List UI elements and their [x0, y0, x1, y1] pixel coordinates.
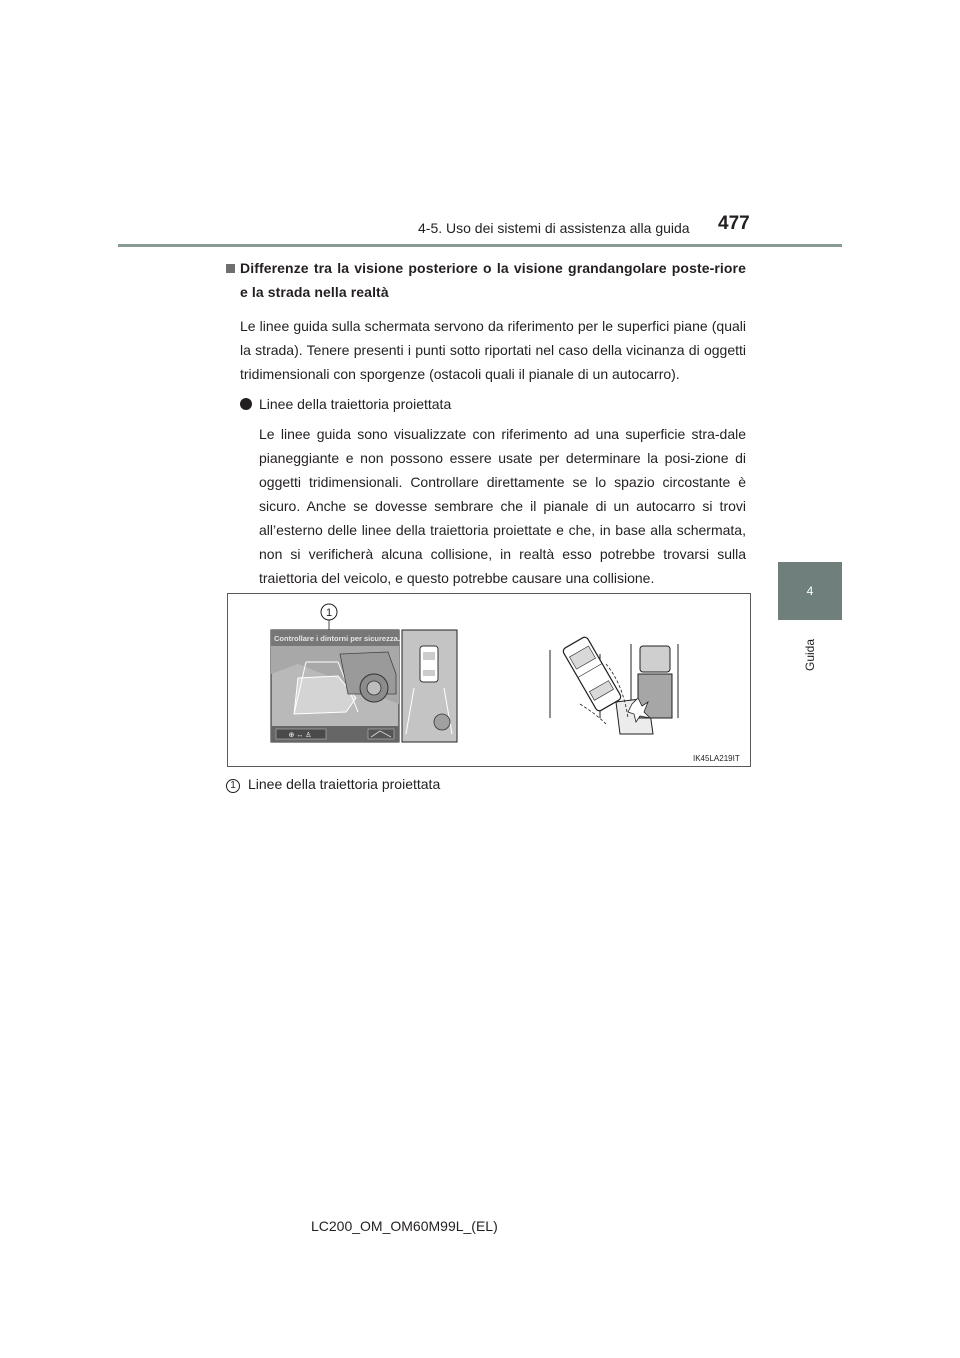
bullet-paragraph: Le linee guida sono visualizzate con riferimento ad una superficie stra-dale pianeggiante e non possono essere usate per determinare la posi-zione di oggetti tridimensionali. Controllare direttamente se lo spazio circostante è sicuro. Anche se dovesse sembrare che il pianale di un autocarro si trovi all’esterno delle linee della traiettoria proiettate e che, in base alla schermata, non si verificherà alcuna collisione, in realtà esso potrebbe trovarsi sulla traiettoria del veicolo, e questo potrebbe causare una collisione. — [259, 426, 746, 586]
manual-code: LC200_OM_OM60M99L_(EL) — [311, 1218, 498, 1234]
section-heading-text: Differenze tra la visione posteriore o la visione grandangolare poste-riore e la strada nella realtà — [240, 260, 746, 300]
chapter-tab: 4 — [778, 562, 842, 620]
main-content — [226, 256, 746, 590]
camera-screen — [271, 630, 457, 742]
round-bullet-icon — [240, 398, 252, 410]
parking-scene — [550, 636, 678, 734]
figure-code: IK45LA219IT — [693, 754, 740, 763]
section-title: 4-5. Uso dei sistemi di assistenza alla guida — [418, 220, 690, 236]
caption-text: Linee della traiettoria proiettata — [248, 776, 441, 792]
figure-caption — [226, 776, 440, 793]
intro-paragraph: Le linee guida sulla schermata servono da riferimento per le superfici piane (quali la strada). Tenere presenti i punti sotto riportati nel caso della vicinanza di oggetti tridimensionali con sporgenze (ostacoli quali il pianale di un autocarro). — [240, 318, 746, 382]
bullet-title: Linee della traiettoria proiettata — [259, 396, 452, 412]
bullet-item — [240, 392, 746, 416]
illustration — [227, 593, 751, 767]
chapter-label: Guida — [803, 638, 817, 672]
illustration-drawing — [228, 594, 750, 766]
screen-banner: Controllare i dintorni per sicurezza. — [274, 634, 400, 643]
page-number: 477 — [718, 213, 750, 234]
caption-number: 1 — [226, 779, 240, 793]
callout-number: 1 — [325, 607, 333, 619]
header-rule — [118, 244, 842, 247]
section-heading — [226, 256, 746, 304]
svg-text:⊕ ↔ ♙: ⊕ ↔ ♙ — [288, 732, 312, 739]
square-bullet-icon — [226, 264, 235, 273]
